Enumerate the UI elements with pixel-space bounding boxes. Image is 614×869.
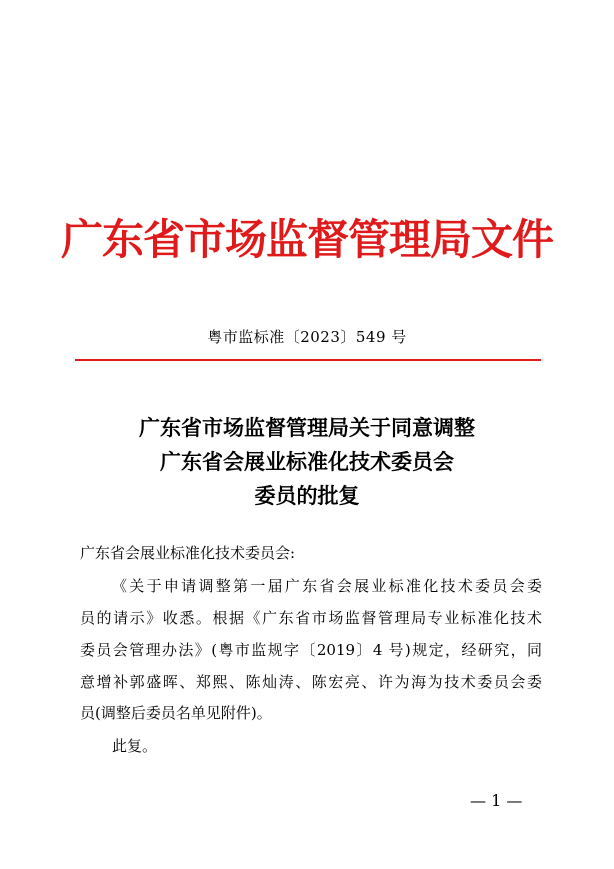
body-text-line-4: 意增补郭盛晖、郑熙、陈灿涛、陈宏亮、许为海为技术委员会委 bbox=[80, 673, 542, 691]
body-text-line-1: 《关于申请调整第一届广东省会展业标准化技术委员会委 bbox=[112, 577, 542, 595]
body-text-line-2: 员的请示》收悉。根据《广东省市场监督管理局专业标准化技术 bbox=[80, 609, 542, 627]
document-title-line-1: 广东省市场监督管理局关于同意调整 bbox=[139, 415, 475, 440]
body-text-line-3: 委员会管理办法》(粤市监规字〔2019〕4 号)规定，经研究，同 bbox=[80, 641, 542, 659]
document-title-line-2: 广东省会展业标准化技术委员会 bbox=[160, 449, 454, 474]
document-number: 粤市监标准〔2023〕549 号 bbox=[207, 328, 407, 346]
issuer-title: 广东省市场监督管理局文件 bbox=[60, 215, 553, 264]
closing-text: 此复。 bbox=[112, 737, 158, 755]
page-number: — 1 — bbox=[470, 791, 523, 810]
body-text-line-5: 员(调整后委员名单见附件)。 bbox=[80, 704, 272, 722]
salutation: 广东省会展业标准化技术委员会: bbox=[80, 544, 296, 562]
document-title-line-3: 委员的批复 bbox=[254, 483, 360, 508]
red-divider-line bbox=[75, 359, 541, 361]
